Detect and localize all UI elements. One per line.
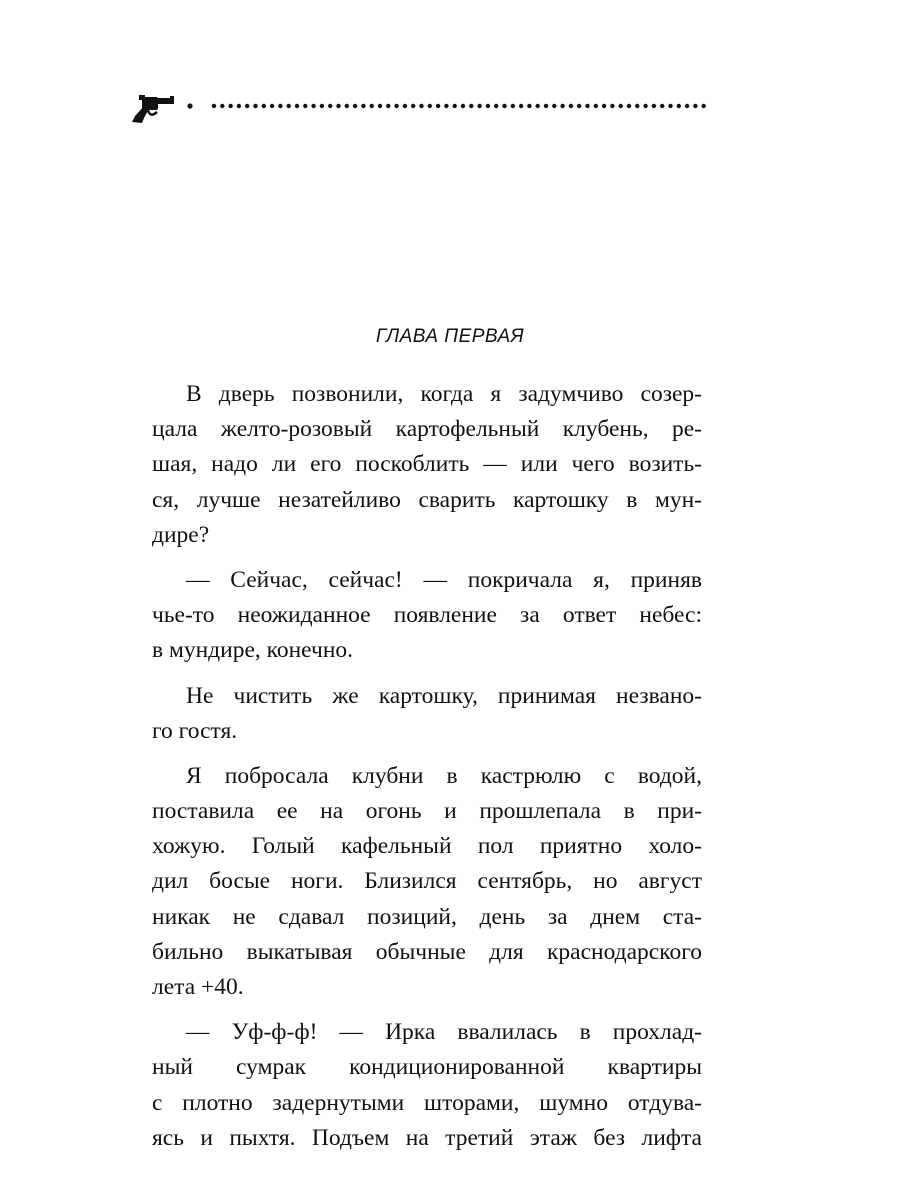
revolver-icon bbox=[130, 94, 178, 124]
chapter-title: ГЛАВА ПЕРВАЯ bbox=[375, 326, 525, 347]
text-line: ясь и пыхтя. Подъем на третий этаж без лифта bbox=[152, 1124, 702, 1151]
text-line: хожую. Голый кафельный пол приятно холо- bbox=[152, 833, 702, 860]
text-line: — Сейчас, сейчас! — покричала я, приняв bbox=[186, 566, 702, 593]
text-line: в мундире, конечно. bbox=[152, 637, 354, 664]
text-line: дире? bbox=[152, 521, 210, 548]
text-line: ный сумрак кондиционированной квартиры bbox=[152, 1054, 702, 1081]
text-line: го гостя. bbox=[152, 717, 238, 744]
text-line: Не чистить же картошку, принимая незвано- bbox=[186, 682, 702, 709]
paragraph bbox=[152, 759, 702, 1005]
text-line: с плотно задернутыми шторами, шумно отдува- bbox=[152, 1089, 702, 1116]
text-line: чье-то неожиданное появление за ответ небес: bbox=[152, 602, 702, 629]
text-line: бильно выкатывая обычные для краснодарского bbox=[152, 938, 702, 965]
paragraph bbox=[152, 377, 702, 553]
text-line: лета +40. bbox=[152, 974, 244, 1000]
text-line: Я побросала клубни в кастрюлю с водой, bbox=[186, 762, 702, 789]
page-header bbox=[130, 90, 710, 130]
text-line: ся, лучше незатейливо сварить картошку в мун- bbox=[152, 486, 702, 513]
dotted-rule bbox=[184, 96, 710, 112]
text-line: — Уф-ф-ф! — Ирка ввалилась в прохлад- bbox=[186, 1019, 702, 1046]
text-line: поставила ее на огонь и прошлепала в при- bbox=[152, 798, 702, 825]
paragraph bbox=[152, 563, 702, 669]
body-text bbox=[152, 377, 702, 1156]
text-line: дил босые ноги. Близился сентябрь, но август bbox=[152, 868, 702, 895]
text-line: цала желто-розовый картофельный клубень, ре- bbox=[152, 416, 702, 443]
paragraph bbox=[152, 1015, 702, 1156]
text-line: никак не сдавал позиций, день за днем ста- bbox=[152, 903, 702, 930]
paragraph bbox=[152, 679, 702, 749]
text-line: шая, надо ли его поскоблить — или чего возить- bbox=[152, 451, 702, 478]
text-line: В дверь позвонили, когда я задумчиво созер- bbox=[186, 381, 702, 407]
